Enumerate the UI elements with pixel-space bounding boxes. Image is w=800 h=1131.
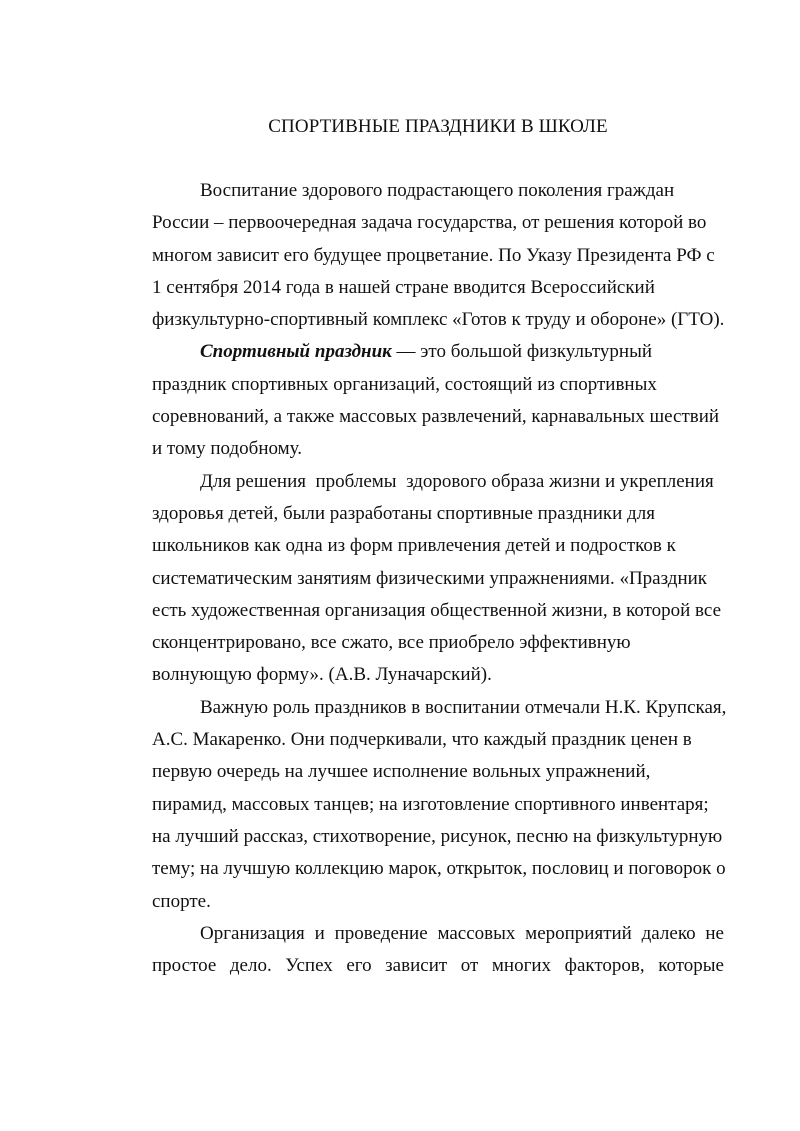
text-line: [152, 336, 724, 368]
text-line: А.С. Макаренко. Они подчеркивали, что каждый праздник ценен в: [152, 729, 692, 751]
text-line: 1 сентября 2014 года в нашей стране вводится Всероссийский: [152, 276, 655, 298]
text-line: волнующую форму». (А.В. Луначарский).: [152, 664, 492, 686]
document-body: [152, 175, 727, 982]
paragraph-1: [152, 175, 724, 336]
text-line: на лучший рассказ, стихотворение, рисунок, песню на физкультурную: [152, 825, 723, 847]
text-line: пирамид, массовых танцев; на изготовление спортивного инвентаря;: [152, 793, 709, 815]
paragraph-4: [152, 692, 727, 918]
text-line: тему; на лучшую коллекцию марок, открыток, пословиц и поговорок о: [152, 858, 726, 880]
text-line: систематическим занятиям физическими упражнениями. «Праздник: [152, 567, 708, 589]
defined-term: Спортивный праздник: [200, 341, 392, 363]
text-line: многом зависит его будущее процветание. По Указу Президента РФ с: [152, 244, 715, 266]
text-line: Для решения проблемы здорового образа жизни и укрепления: [200, 470, 714, 492]
text-line: спорте.: [152, 890, 211, 912]
paragraph-2: [152, 336, 724, 465]
text-line: соревнований, а также массовых развлечений, карнавальных шествий: [152, 406, 720, 428]
text-line: Организация и проведение массовых мероприятий далеко не: [200, 922, 724, 944]
text-line: школьников как одна из форм привлечения детей и подростков к: [152, 535, 676, 557]
text-line: сконцентрировано, все сжато, все приобрело эффективную: [152, 632, 631, 654]
text-line: праздник спортивных организаций, состоящий из спортивных: [152, 373, 657, 395]
document-title: СПОРТИВНЫЕ ПРАЗДНИКИ В ШКОЛЕ: [268, 116, 608, 137]
paragraph-5: [152, 918, 724, 983]
text-line: и тому подобному.: [152, 438, 303, 460]
text-line: простое дело. Успех его зависит от многих факторов, которые: [152, 955, 724, 977]
text-line: физкультурно-спортивный комплекс «Готов к труду и обороне» (ГТО).: [152, 309, 725, 331]
text-line: России – первоочередная задача государства, от решения которой во: [152, 212, 707, 234]
text-line: Важную роль праздников в воспитании отмечали Н.К. Крупская,: [200, 696, 727, 718]
text-line: есть художественная организация общественной жизни, в которой все: [152, 599, 722, 621]
paragraph-3: [152, 466, 724, 692]
text-line: здоровья детей, были разработаны спортивные праздники для: [152, 502, 655, 524]
text-line: Воспитание здорового подрастающего поколения граждан: [200, 180, 675, 201]
text-line: первую очередь на лучшее исполнение вольных упражнений,: [152, 761, 651, 783]
term-definition-start: — это большой физкультурный: [391, 341, 653, 363]
